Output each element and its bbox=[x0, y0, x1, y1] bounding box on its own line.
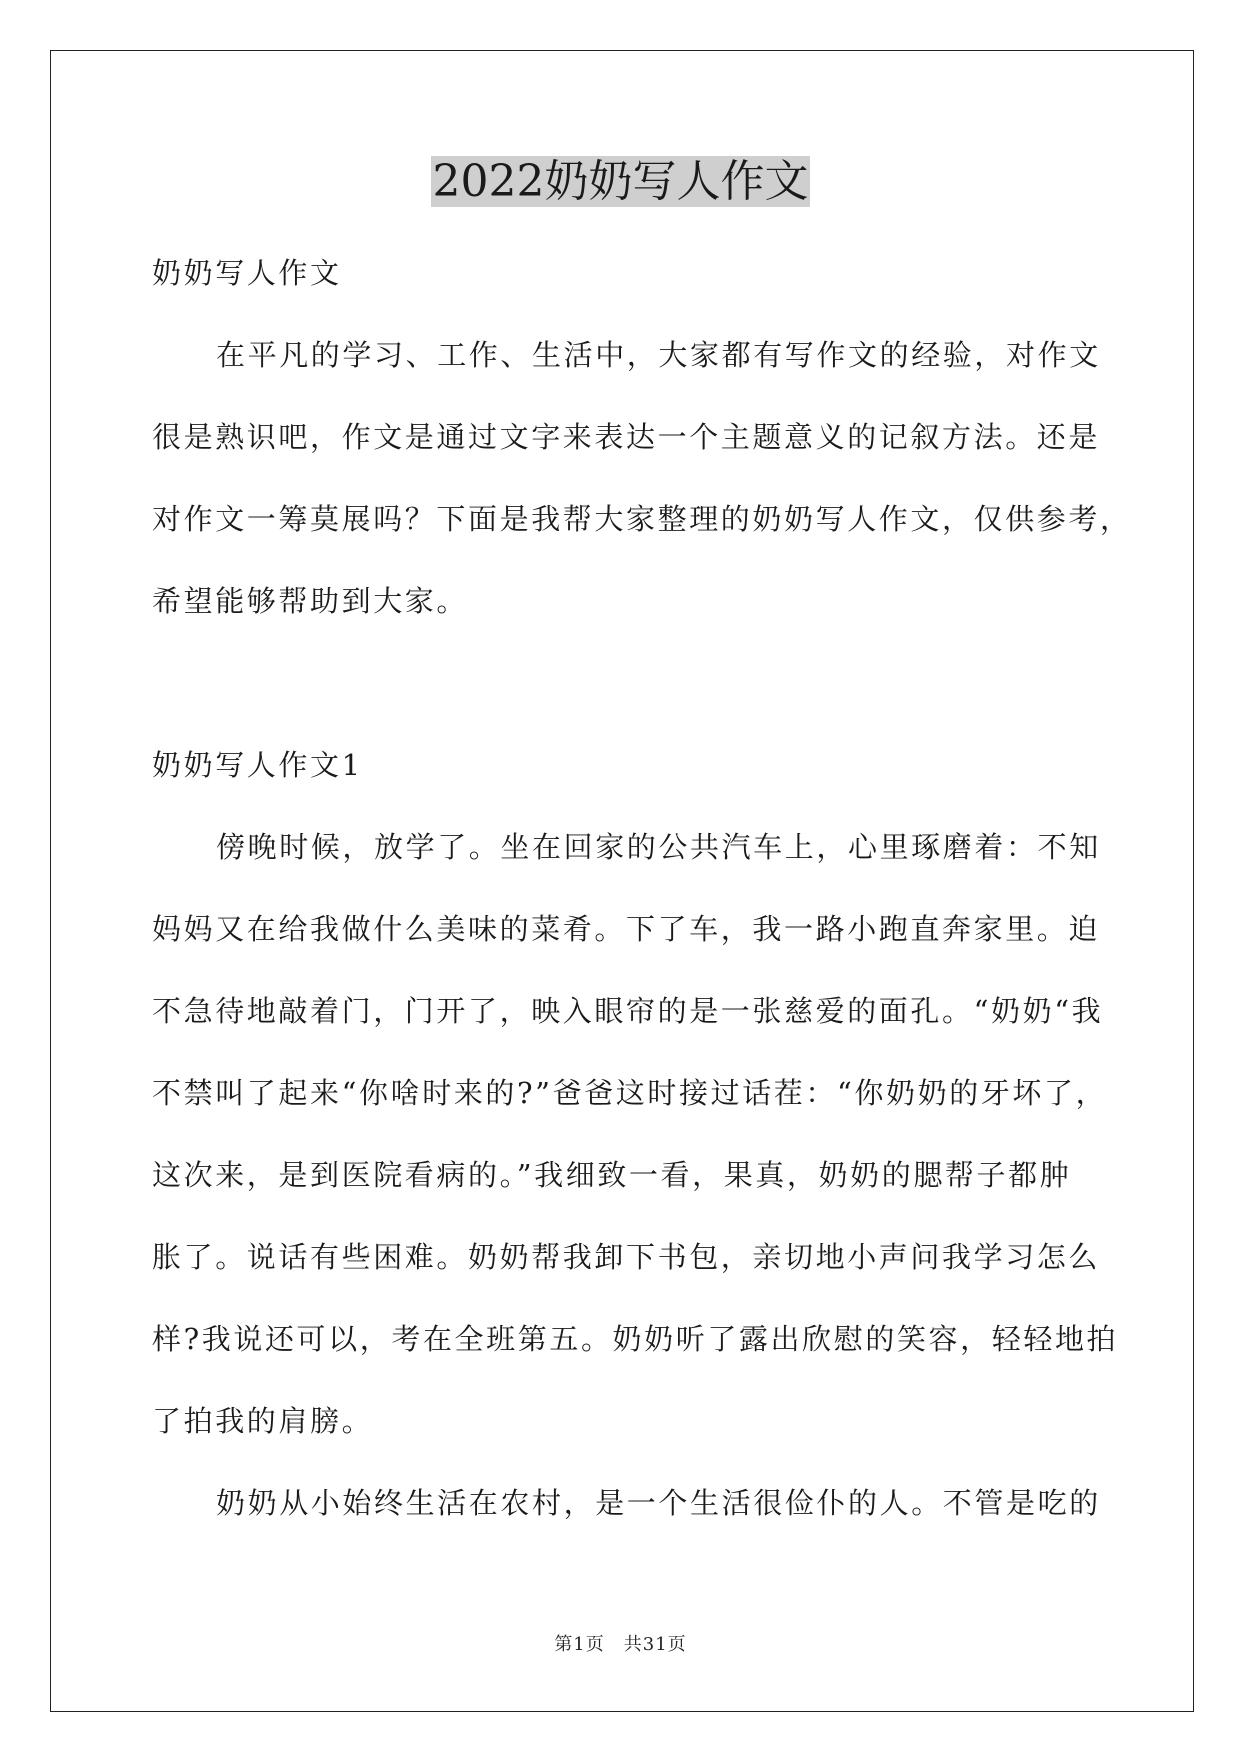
paragraph-line: 希望能够帮助到大家。 bbox=[152, 584, 469, 618]
paragraph-line: 傍晚时候，放学了。坐在回家的公共汽车上，心里琢磨着：不知 bbox=[216, 830, 1101, 864]
paragraph-line: 在平凡的学习、工作、生活中，大家都有写作文的经验，对作文 bbox=[216, 338, 1101, 372]
paragraph-line: 奶奶从小始终生活在农村，是一个生活很俭仆的人。不管是吃的 bbox=[216, 1486, 1101, 1520]
blank-line bbox=[152, 642, 1096, 724]
document-title bbox=[0, 152, 1241, 212]
paragraph-line: 对作文一筹莫展吗？下面是我帮大家整理的奶奶写人作文，仅供参考， bbox=[152, 502, 1132, 536]
paragraph-line: 这次来，是到医院看病的。”我细致一看，果真，奶奶的腮帮子都肿 bbox=[152, 1158, 1072, 1192]
section-heading: 奶奶写人作文1 bbox=[152, 748, 363, 782]
paragraph-line: 很是熟识吧，作文是通过文字来表达一个主题意义的记叙方法。还是 bbox=[152, 420, 1101, 454]
paragraph-line: 样?我说还可以，考在全班第五。奶奶听了露出欣慰的笑容，轻轻地拍 bbox=[152, 1322, 1119, 1356]
paragraph-line: 胀了。说话有些困难。奶奶帮我卸下书包，亲切地小声问我学习怎么 bbox=[152, 1240, 1101, 1274]
title-text: 2022奶奶写人作文 bbox=[432, 156, 809, 207]
subtitle: 奶奶写人作文 bbox=[152, 256, 342, 290]
paragraph-line: 了拍我的肩膀。 bbox=[152, 1404, 374, 1438]
paragraph-line: 不禁叫了起来“你啥时来的?”爸爸这时接过话茬：“你奶奶的牙坏了， bbox=[152, 1076, 1108, 1110]
paragraph-line: 不急待地敲着门，门开了，映入眼帘的是一张慈爱的面孔。“奶奶“我 bbox=[152, 994, 1104, 1028]
paragraph-line: 妈妈又在给我做什么美味的菜肴。下了车，我一路小跑直奔家里。迫 bbox=[152, 912, 1101, 946]
document-body bbox=[152, 232, 1132, 1544]
page-number: 第1页 共31页 bbox=[554, 1634, 687, 1655]
